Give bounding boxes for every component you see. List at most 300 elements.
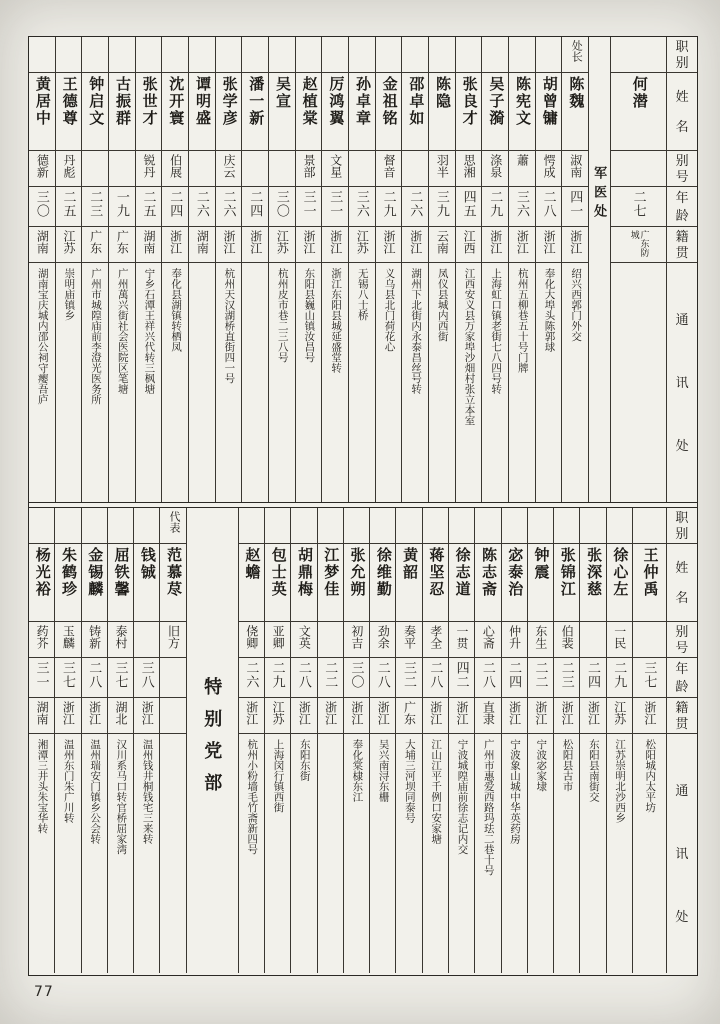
row-header-char: 处 — [675, 438, 689, 453]
address-text: 温州瑞安门镇乡公会转 — [89, 739, 101, 844]
alias-cell — [134, 622, 159, 658]
person-column — [134, 508, 160, 973]
age-text: 二八 — [428, 661, 444, 689]
age-cell — [611, 187, 666, 227]
age-cell — [562, 187, 588, 227]
age-cell — [475, 658, 500, 698]
row-header-char: 别 — [675, 153, 689, 168]
alias-cell — [502, 622, 527, 658]
name-cell — [189, 73, 215, 151]
row-header-age — [667, 658, 697, 698]
person-column — [216, 37, 243, 502]
directory-table-frame — [28, 36, 698, 976]
address-cell — [502, 734, 527, 973]
alias-text: 思湘 — [462, 154, 477, 178]
address-text: 义乌县北门荷花心 — [383, 268, 395, 352]
age-cell — [376, 187, 402, 227]
alias-cell — [269, 151, 295, 187]
row-header-char: 籍 — [675, 229, 689, 244]
address-text: 大埔三河坝同泰号 — [403, 739, 415, 823]
age-cell — [423, 658, 448, 698]
age-text: 三六 — [354, 190, 370, 218]
person-column — [82, 37, 109, 502]
person-column — [318, 508, 344, 973]
address-cell — [239, 734, 264, 973]
position-cell — [291, 508, 316, 544]
page-number: 77 — [34, 984, 54, 1000]
address-text: 杭州五柳巷五十号门牌 — [516, 268, 528, 373]
person-column — [108, 508, 134, 973]
address-cell — [607, 734, 632, 973]
name-cell — [475, 544, 500, 622]
name-cell — [554, 544, 579, 622]
alias-cell — [242, 151, 268, 187]
row-header-char: 别 — [675, 55, 689, 70]
alias-cell — [396, 622, 421, 658]
origin-text: 广东 — [88, 230, 103, 254]
origin-text: 江苏 — [275, 230, 290, 254]
age-cell — [580, 658, 605, 698]
address-cell — [402, 263, 428, 502]
alias-text: 羽半 — [435, 154, 450, 178]
row-header-char: 年 — [675, 190, 689, 206]
position-cell — [562, 37, 588, 73]
address-cell — [396, 734, 421, 973]
name-text: 潘一新 — [247, 76, 264, 127]
row-header-char: 龄 — [675, 207, 689, 223]
address-text: 凤仪县城内西街 — [436, 268, 448, 342]
age-text: 二八 — [296, 661, 312, 689]
position-cell — [56, 37, 82, 73]
position-cell — [29, 508, 54, 544]
position-cell — [239, 508, 264, 544]
name-text: 陈宪文 — [514, 76, 531, 127]
position-cell — [528, 508, 553, 544]
person-column — [160, 508, 186, 973]
position-cell — [322, 37, 348, 73]
row-header-char: 职 — [675, 39, 689, 54]
origin-text: 浙江 — [297, 701, 312, 725]
name-text: 赵蟾 — [243, 547, 260, 581]
position-cell — [269, 37, 295, 73]
age-text: 一九 — [114, 190, 130, 218]
alias-cell — [370, 622, 395, 658]
name-cell — [449, 544, 474, 622]
name-text: 张深慈 — [585, 547, 602, 598]
position-cell — [318, 508, 343, 544]
alias-cell — [554, 622, 579, 658]
address-text: 吴兴南浔东栅 — [377, 739, 389, 802]
origin-text: 浙江 — [376, 701, 391, 725]
age-cell — [29, 658, 54, 698]
name-text: 徐维勤 — [374, 547, 391, 598]
age-cell — [239, 658, 264, 698]
position-cell — [607, 508, 632, 544]
position-cell — [449, 508, 474, 544]
origin-cell — [269, 227, 295, 263]
name-cell — [109, 73, 135, 151]
name-text: 张允朔 — [348, 547, 365, 598]
name-cell — [370, 544, 395, 622]
name-text: 钟启文 — [87, 76, 104, 127]
origin-text: 浙江 — [323, 701, 338, 725]
origin-cell — [108, 698, 133, 734]
name-cell — [509, 73, 535, 151]
origin-text: 浙江 — [488, 230, 503, 254]
alias-cell — [536, 151, 562, 187]
address-text: 杭州皮市巷二三八号 — [276, 268, 288, 363]
address-cell — [318, 734, 343, 973]
position-cell — [242, 37, 268, 73]
name-text: 胡曾镛 — [540, 76, 557, 127]
name-cell — [55, 544, 80, 622]
age-text: 二九 — [488, 190, 504, 218]
person-column — [396, 508, 422, 973]
alias-cell — [562, 151, 588, 187]
address-text: 汉川系马口转官桥屈家湾 — [115, 739, 127, 855]
address-cell — [509, 263, 535, 502]
name-text: 厉鸿翼 — [327, 76, 344, 127]
age-text: 二二 — [533, 661, 549, 689]
alias-cell — [607, 622, 632, 658]
address-cell — [370, 734, 395, 973]
alias-cell — [136, 151, 162, 187]
address-cell — [160, 734, 185, 973]
person-column — [265, 508, 291, 973]
alias-text: 文英 — [297, 625, 312, 649]
origin-text: 浙江 — [244, 701, 259, 725]
person-column — [528, 508, 554, 973]
position-cell — [109, 37, 135, 73]
origin-cell — [429, 227, 455, 263]
name-text: 陈隐 — [434, 76, 450, 110]
name-cell — [536, 73, 562, 151]
name-text: 何潜 — [630, 76, 647, 110]
alias-text: 景部 — [302, 154, 317, 178]
origin-text: 江苏 — [612, 701, 627, 725]
row-header-char: 名 — [675, 119, 689, 134]
origin-cell — [82, 698, 107, 734]
person-column — [482, 37, 509, 502]
alias-cell — [633, 622, 666, 658]
alias-cell — [482, 151, 508, 187]
origin-text: 广东 — [402, 701, 417, 725]
position-cell — [344, 508, 369, 544]
name-text: 包士英 — [269, 547, 286, 598]
address-cell — [136, 263, 162, 502]
origin-cell — [344, 698, 369, 734]
alias-cell — [56, 151, 82, 187]
person-column — [29, 37, 56, 502]
age-cell — [607, 658, 632, 698]
address-cell — [216, 263, 242, 502]
row-headers-column — [667, 508, 697, 973]
age-text: 三〇 — [274, 190, 290, 218]
row-header-address — [667, 263, 697, 502]
age-cell — [189, 187, 215, 227]
origin-cell — [322, 227, 348, 263]
name-text: 王德尊 — [60, 76, 77, 127]
name-text: 王仲禹 — [641, 547, 658, 598]
alias-cell — [265, 622, 290, 658]
address-text: 东阳县巍山镇汝昌号 — [303, 268, 315, 363]
origin-cell — [136, 227, 162, 263]
age-text: 三八 — [139, 661, 155, 689]
alias-text: 仲升 — [507, 625, 522, 649]
position-cell — [423, 508, 448, 544]
row-header-char: 名 — [675, 590, 689, 605]
age-text: 三二 — [402, 661, 418, 689]
age-cell — [322, 187, 348, 227]
age-cell — [456, 187, 482, 227]
row-header-age — [667, 187, 697, 227]
address-cell — [344, 734, 369, 973]
origin-cell — [396, 698, 421, 734]
name-text: 黄居中 — [33, 76, 50, 127]
name-cell — [291, 544, 316, 622]
address-text: 广州萬兴街社会医院区笔塘 — [116, 268, 128, 394]
name-cell — [56, 73, 82, 151]
table-1 — [29, 508, 697, 973]
age-text: 二六 — [408, 190, 424, 218]
address-text: 湖南宝庆城内邵公祠守瘿吾庐 — [36, 268, 48, 405]
origin-text: 浙江 — [428, 701, 443, 725]
name-text: 钱铖 — [138, 547, 155, 581]
address-text: 湘潭三井头朱宝华转 — [36, 739, 48, 834]
person-column — [242, 37, 269, 502]
section-label: 特别党部 — [202, 676, 223, 805]
position-cell — [136, 37, 162, 73]
origin-text: 江西 — [462, 230, 477, 254]
origin-text: 浙江 — [542, 230, 557, 254]
age-text: 三〇 — [34, 190, 50, 218]
alias-cell — [55, 622, 80, 658]
alias-text: 淑南 — [568, 154, 583, 178]
address-text: 奉化县湖镇转栖凤 — [170, 268, 182, 352]
age-cell — [509, 187, 535, 227]
age-text: 二四 — [168, 190, 184, 218]
address-cell — [423, 734, 448, 973]
address-cell — [82, 263, 108, 502]
origin-cell — [134, 698, 159, 734]
origin-cell — [242, 227, 268, 263]
address-text: 江苏崇明北沙西乡 — [614, 739, 626, 823]
origin-cell — [239, 698, 264, 734]
age-cell — [265, 658, 290, 698]
alias-cell — [429, 151, 455, 187]
person-column — [429, 37, 456, 502]
person-column — [29, 508, 55, 973]
address-text: 宁波象山城中华英药房 — [509, 739, 521, 844]
person-column — [370, 508, 396, 973]
address-text: 温州钱井桐钱宅三来转 — [141, 739, 153, 844]
origin-cell — [29, 698, 54, 734]
origin-text: 浙江 — [533, 701, 548, 725]
origin-cell — [536, 227, 562, 263]
age-cell — [82, 658, 107, 698]
origin-text: 广东 — [115, 230, 130, 254]
alias-cell — [611, 151, 666, 187]
address-text: 松阳县古市 — [561, 739, 573, 792]
origin-cell — [562, 227, 588, 263]
address-text: 江西安义县万家埠沙畑村张立本室 — [463, 268, 475, 426]
person-column — [456, 37, 483, 502]
age-cell — [370, 658, 395, 698]
age-text: 三一 — [328, 190, 344, 218]
address-text: 绍兴西郭门外交 — [570, 268, 582, 342]
person-column — [189, 37, 216, 502]
person-column — [349, 37, 376, 502]
address-cell — [29, 263, 55, 502]
origin-text: 云南 — [435, 230, 450, 254]
age-text: 二五 — [61, 190, 77, 218]
age-text: 三六 — [514, 190, 530, 218]
origin-cell — [318, 698, 343, 734]
alias-text: 丹彪 — [61, 154, 76, 178]
name-cell — [429, 73, 455, 151]
person-column — [402, 37, 429, 502]
name-text: 徐心左 — [611, 547, 628, 598]
origin-cell — [528, 698, 553, 734]
address-cell — [162, 263, 188, 502]
alias-text: 侥卿 — [244, 625, 259, 649]
address-cell — [82, 734, 107, 973]
age-cell — [633, 658, 666, 698]
address-cell — [291, 734, 316, 973]
row-header-char: 通 — [675, 783, 689, 798]
address-cell — [265, 734, 290, 973]
origin-text: 湖北 — [113, 701, 128, 725]
age-cell — [349, 187, 375, 227]
name-text: 蒋坚忍 — [427, 547, 444, 598]
person-column — [269, 37, 296, 502]
name-cell — [242, 73, 268, 151]
origin-text: 浙江 — [302, 230, 317, 254]
age-cell — [344, 658, 369, 698]
person-column — [562, 37, 589, 502]
row-header-char: 姓 — [675, 89, 689, 104]
name-text: 张良才 — [460, 76, 477, 127]
person-column — [56, 37, 83, 502]
origin-cell — [456, 227, 482, 263]
alias-text: 亚卿 — [271, 625, 286, 649]
table-0 — [29, 37, 697, 502]
person-column — [423, 508, 449, 973]
address-cell — [55, 734, 80, 973]
age-text: 四二 — [454, 661, 470, 689]
origin-cell — [162, 227, 188, 263]
origin-cell — [216, 227, 242, 263]
age-cell — [318, 658, 343, 698]
address-cell — [322, 263, 348, 502]
address-text: 温州东门朱广川转 — [62, 739, 74, 823]
address-cell — [242, 263, 268, 502]
origin-text: 浙江 — [349, 701, 364, 725]
position-cell — [82, 37, 108, 73]
alias-cell — [239, 622, 264, 658]
alias-text: 孝全 — [428, 625, 443, 649]
name-text: 张锦江 — [558, 547, 575, 598]
origin-cell — [423, 698, 448, 734]
age-text: 二六 — [221, 190, 237, 218]
alias-cell — [509, 151, 535, 187]
age-cell — [29, 187, 55, 227]
address-cell — [376, 263, 402, 502]
age-cell — [396, 658, 421, 698]
address-text: 宁波城隍庙前徐志记内交 — [456, 739, 468, 855]
position-cell — [376, 37, 402, 73]
origin-text: 浙江 — [248, 230, 263, 254]
origin-cell — [509, 227, 535, 263]
alias-cell — [402, 151, 428, 187]
origin-cell — [633, 698, 666, 734]
age-text: 二八 — [87, 661, 103, 689]
position-cell — [580, 508, 605, 544]
age-text: 二三 — [559, 661, 575, 689]
section-column — [589, 37, 611, 502]
address-text: 广州市城隍庙前李澄光医务所 — [90, 268, 102, 405]
name-text: 古振群 — [113, 76, 130, 127]
name-text: 张世才 — [140, 76, 157, 127]
age-text: 三七 — [113, 661, 129, 689]
row-header-char: 号 — [675, 169, 689, 184]
origin-text: 浙江 — [61, 701, 76, 725]
alias-cell — [580, 622, 605, 658]
age-text: 二六 — [194, 190, 210, 218]
age-cell — [502, 658, 527, 698]
name-cell — [216, 73, 242, 151]
name-cell — [265, 544, 290, 622]
position-cell — [554, 508, 579, 544]
name-text: 屈铁馨 — [112, 547, 129, 598]
origin-text: 江苏 — [61, 230, 76, 254]
age-text: 三一 — [301, 190, 317, 218]
name-text: 杨光裕 — [33, 547, 50, 598]
address-text: 杭州小粉墙毛竹斋新四号 — [246, 739, 258, 855]
origin-cell — [554, 698, 579, 734]
person-column — [344, 508, 370, 973]
address-cell — [269, 263, 295, 502]
row-header-char: 号 — [675, 640, 689, 655]
address-cell — [580, 734, 605, 973]
name-cell — [318, 544, 343, 622]
address-text: 东阳东街 — [298, 739, 310, 781]
age-text: 三〇 — [349, 661, 365, 689]
address-text: 浙江东阳县城延盛堂转 — [330, 268, 342, 373]
address-text: 宁乡石潭王祥兴代转三枫塘 — [143, 268, 155, 394]
origin-text: 湖南 — [142, 230, 156, 254]
name-text: 江梦佳 — [322, 547, 339, 598]
name-cell — [269, 73, 295, 151]
row-header-char: 讯 — [675, 375, 689, 390]
origin-text: 江苏 — [355, 230, 370, 254]
origin-text: 广东防城 — [629, 230, 650, 257]
row-header-position — [667, 37, 697, 73]
name-cell — [611, 73, 666, 151]
position-cell — [611, 37, 666, 73]
age-cell — [554, 658, 579, 698]
name-cell — [528, 544, 553, 622]
age-cell — [109, 187, 135, 227]
origin-text: 浙江 — [222, 230, 237, 254]
alias-text: 初吉 — [349, 625, 364, 649]
origin-text: 浙江 — [87, 701, 102, 725]
position-cell — [396, 508, 421, 544]
alias-text: 德新 — [35, 154, 50, 178]
name-text: 黄韶 — [401, 547, 418, 581]
origin-text: 浙江 — [568, 230, 583, 254]
address-text: 宁波宓家埭 — [535, 739, 547, 792]
